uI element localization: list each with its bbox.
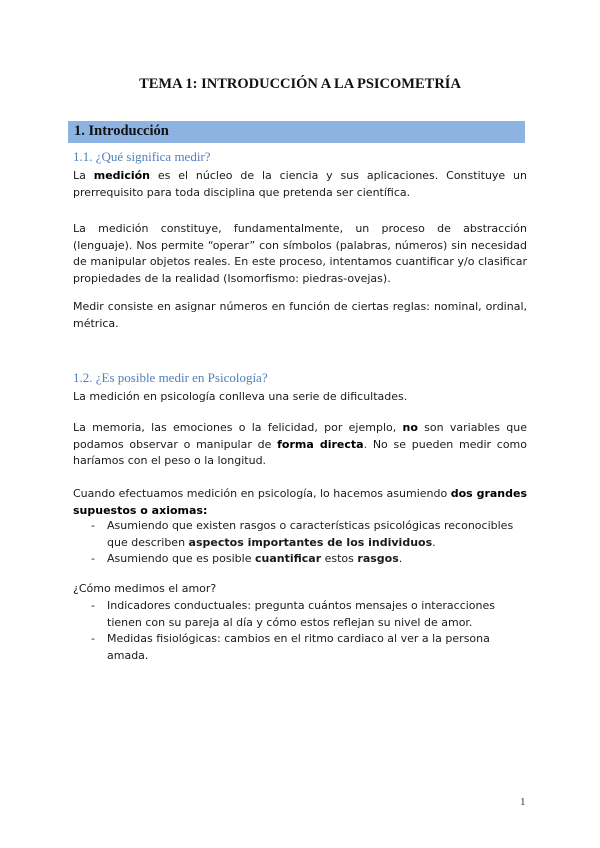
list-item: - Asumiendo que existen rasgos o características psicológicas reconocibles que describen aspectos importantes de los individuos. xyxy=(91,519,514,549)
paragraph-abstraccion: La medición constituye, fundamentalmente, un proceso de abstracción (lenguaje). Nos permite “operar” con símbolos (palabras, números) sin necesidad de manipular objetos reales. En este proceso, intentamos cuantificar y/o clasificar propiedades de la realidad (Isomorfismo: piedras-ovejas). xyxy=(73,222,527,285)
paragraph-como-medimos-amor: ¿Cómo medimos el amor? xyxy=(73,582,217,595)
paragraph-medicion-nucleo: La medición es el núcleo de la ciencia y sus aplicaciones. Constituye un prerrequisito para toda disciplina que pretenda ser científica. xyxy=(73,169,528,199)
subsection-heading-2: 1.2. ¿Es posible medir en Psicología? xyxy=(73,370,268,385)
list-item: - Medidas fisiológicas: cambios en el ritmo cardiaco al ver a la persona amada. xyxy=(91,632,490,662)
document-title: TEMA 1: INTRODUCCIÓN A LA PSICOMETRÍA xyxy=(139,76,461,92)
section-heading: 1. Introducción xyxy=(74,123,169,139)
paragraph-supuestos: Cuando efectuamos medición en psicología, lo hacemos asumiendo dos grandes supuestos o axiomas: xyxy=(73,487,527,517)
love-measures-list xyxy=(73,598,527,664)
list-item: - Asumiendo que es posible cuantificar estos rasgos. xyxy=(91,552,403,566)
paragraph-medir-consiste: Medir consiste en asignar números en función de ciertas reglas: nominal, ordinal, métrica. xyxy=(73,300,527,330)
list-item: - Indicadores conductuales: pregunta cuántos mensajes o interacciones tienen con su pareja al día y cómo estos reflejan su nivel de amor. xyxy=(91,599,496,629)
paragraph-memoria-emociones: La memoria, las emociones o la felicidad, por ejemplo, no son variables que podamos observar o manipular de forma directa. No se pueden medir como haríamos con el peso o la longitud. xyxy=(73,421,527,468)
subsection-heading-1: 1.1. ¿Qué significa medir? xyxy=(73,149,211,164)
paragraph-dificultades: La medición en psicología conlleva una serie de dificultades. xyxy=(73,390,408,403)
axiom-list xyxy=(73,518,527,568)
page-number: 1 xyxy=(520,796,526,808)
